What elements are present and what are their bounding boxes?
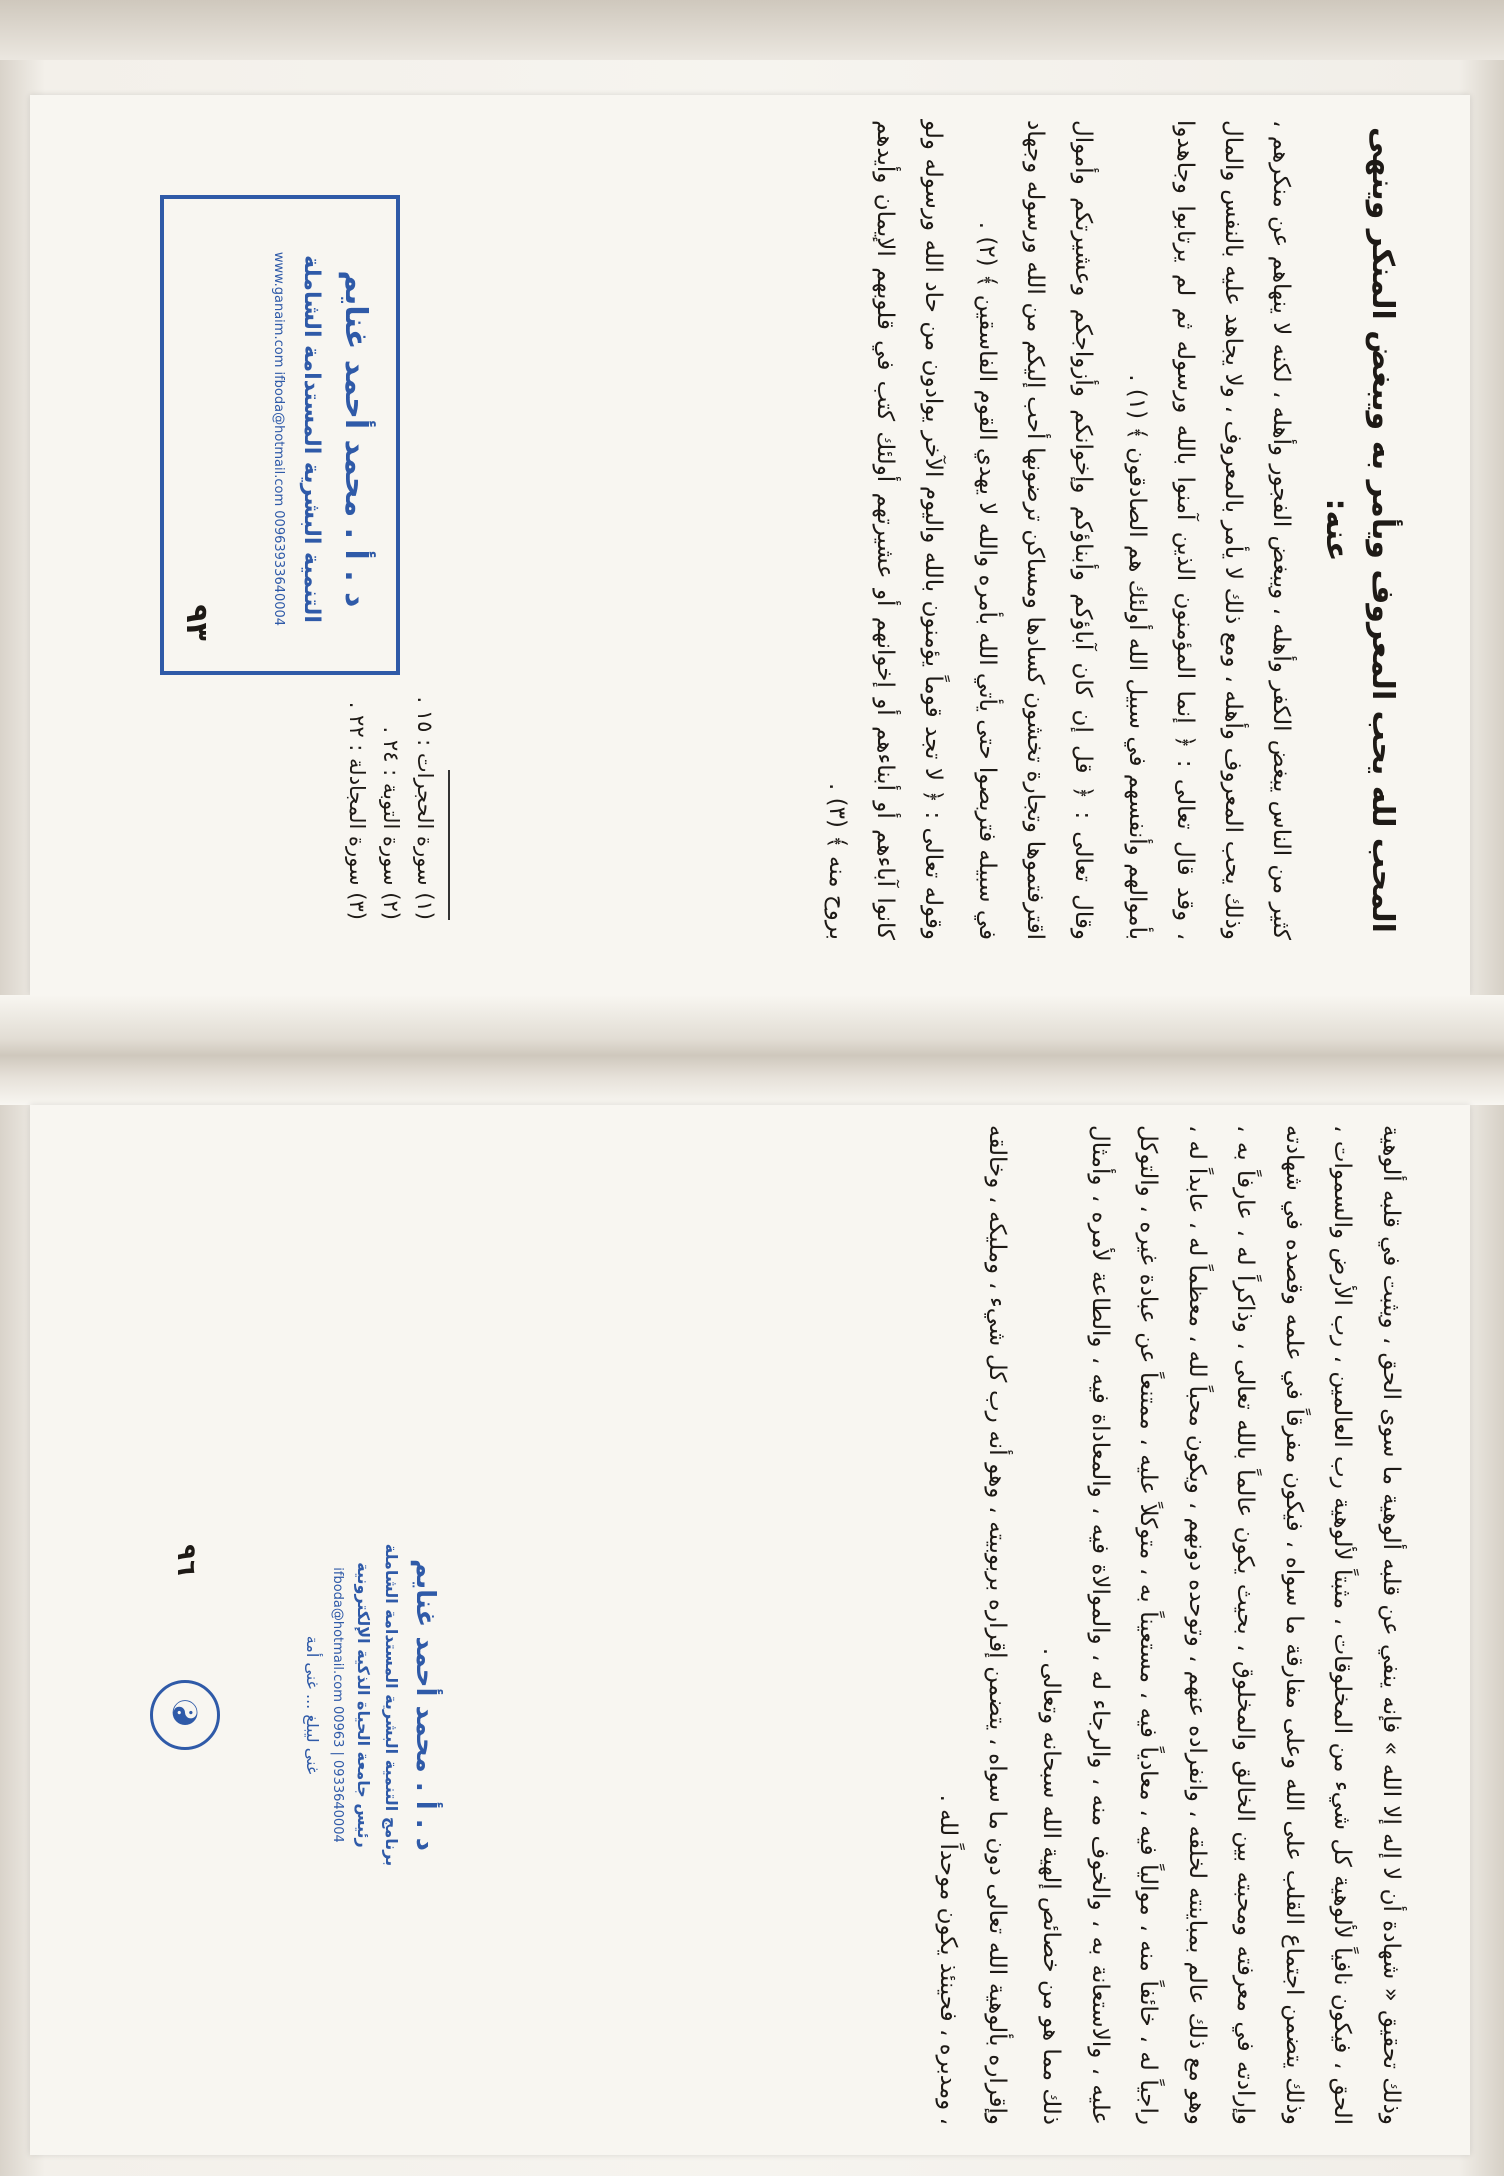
footnote: (٣) سورة المجادلة : ٢٢ . [345,701,369,920]
stamp-name: د . أ . محمد أحمد غنايم [410,1559,440,1851]
stamp-name: د . أ . محمد أحمد غنايم [338,270,373,608]
footnote: (٢) سورة التوبة : ٢٤ . [379,726,403,920]
stamp-motto: غنى ليبلغ ... غنى أمة [303,1635,322,1775]
section-heading: المحب لله يحب المعروف ويأمر به ويبغض المنكر وينهى عنه: [1319,127,1400,933]
stamp-subtitle: برنامج التنمية البشرية المستدامة الشاملة [382,1543,401,1867]
page-96-body [918,1125,1415,2125]
page-number: ٩٣ [178,604,214,641]
stamp-subtitle: التنمية البشرية المستدامة الشاملة [299,255,324,623]
person-arms-raised-icon: ☯ [150,1680,220,1750]
paragraph: كثير من الناس يبغض الكفر وأهله ، ويبغض الفجور وأهله ، لكنه لا ينهاهم عن منكرهم ، وذلك يحب المعروف وأهله ، ومع ذلك لا يأمر بالمعروف ، ولا يجاهد عليه بالنفس والمال ، وقد قال تعالى : ﴿ إنما المؤمنون الذين آمنوا بالله ورسوله ثم لم يرتابوا وجاهدوا بأموالهم وأنفسهم في سبيل الله أولئك هم الصادقون ﴾ (١) . [1124,120,1294,940]
ink-stamp [220,1445,450,1965]
page-edges [0,0,1504,60]
stamp-contact: www.ganaim.com ifboda@hotmail.com 00963933640004 [271,251,286,627]
footnote-rule [448,770,450,920]
stamp-subtitle: رئيس جامعة الحياة الذكية الإلكترونية [354,1562,373,1848]
footnote: (١) سورة الحجرات : ١٥ . [413,696,437,920]
paragraph: وقال تعالى : ﴿ قل إن كان آباؤكم وأبناؤكم وإخوانكم وأزواجكم وعشيرتكم وأموال اقترفتموها وتجارة تخشون كسادها ومساكن ترضونها أحب إليكم من الله ورسوله وجهاد في سبيله فتربصوا حتى يأتي الله بأمره والله لا يهدي القوم الفاسقين ﴾ (٢) . [974,120,1096,940]
book-gutter [0,995,1504,1105]
paragraph: وإقراره بألوهية الله تعالى دون ما سواه ، يتضمن إقراره بربوبيته ، وهو أنه رب كل شيء ، ومليكه ، وخالقه ، ومدبره ، فحينئذ يكون موحداً لله . [935,1125,1010,2125]
ink-stamp [160,195,400,675]
stamp-contact: ifboda@hotmail.com 00963 | 0933640004 [330,1567,345,1843]
page-number: ٩٦ [170,1544,201,1576]
paragraph: وذلك تحقيق « شهادة أن لا إله إلا الله » فإنه ينفي عن قلبه ألوهية ما سوى الحق ، ويثبت في قلبه ألوهية الحق ، فيكون نافياً لألوهية كل شيء من المخلوقات ، مثبتاً لألوهية رب العالمين ، رب الأرض والسموات ، وذلك يتضمن اجتماع القلب على الله وعلى مفارقة ما سواه ، فيكون مفرقاً في علمه وقصده في شهادته وإرادته في معرفته ومحبته بين الخالق والمخلوق ، بحيث يكون عالماً بالله تعالى ، وذاكراً له ، عارفاً به ، وهو مع ذلك عالم بمباينته لخلقه ، وانفراده عنهم ، وتوحده دونهم ، ويكون محباً لله ، معظماً له ، عابداً له ، راجياً له ، خائفاً منه ، موالياً فيه ، معادياً فيه ، مستعيناً به ، متوكلاً عليه ، ممتنعاً عن عبادة غيره ، والتوكل عليه ، والاستعانة به ، والخوف منه ، والرجاء له ، والموالاة فيه ، والمعاداة فيه ، والطاعة لأمره ، وأمثال ذلك مما هو من خصائص إلهية الله سبحانه وتعالى . [1038,1125,1404,2125]
paragraph: وقوله تعالى : ﴿ لا تجد قوماً يؤمنون بالله واليوم الآخر يوادون من حاد الله ورسوله ولو كانوا آباءهم أو أبناءهم أو إخوانهم أو عشيرتهم أولئك كتب في قلوبهم الإيمان وأيدهم بروح منه ﴾ (٣) . [824,120,946,940]
page-93-body [807,120,1405,940]
